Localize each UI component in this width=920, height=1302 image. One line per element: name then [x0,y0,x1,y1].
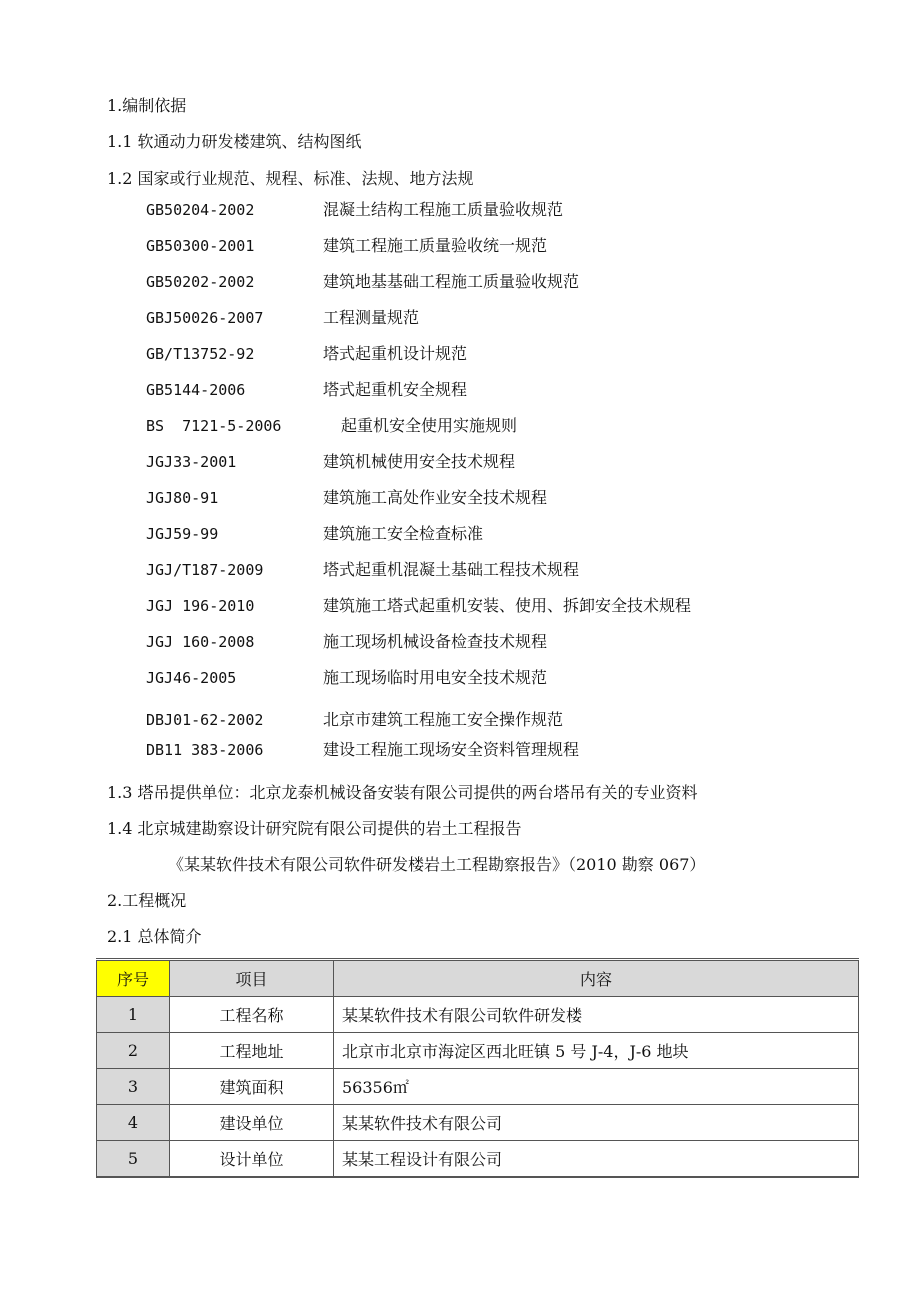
standard-code: GB50204-2002 [146,201,255,219]
row-item: 建筑面积 [170,1069,334,1105]
standard-code: GBJ50026-2007 [146,309,264,327]
standard-title: 施工现场临时用电安全技术规范 [323,668,548,687]
header-item: 项目 [170,960,334,997]
standard-code: JGJ59-99 [146,525,219,543]
standard-code: BS 7121-5-2006 [146,417,282,435]
standard-code: GB50300-2001 [146,237,255,255]
row-item: 工程名称 [170,997,334,1033]
row-content: 56356㎡ [334,1069,859,1105]
standard-code: JGJ/T187-2009 [146,561,264,579]
standard-title: 建筑施工塔式起重机安装、使用、拆卸安全技术规程 [323,596,692,615]
standard-code: JGJ33-2001 [146,453,237,471]
row-no: 1 [97,997,170,1033]
standard-title: 北京市建筑工程施工安全操作规范 [323,710,564,729]
section-2-heading: 2.工程概况 [107,891,187,910]
standard-title: 工程测量规范 [323,308,420,327]
item-1-4: 1.4 北京城建勘察设计研究院有限公司提供的岩土工程报告 [107,819,522,838]
report-title: 《某某软件技术有限公司软件研发楼岩土工程勘察报告》（2010 勘察 067） [168,855,706,874]
item-1-3: 1.3 塔吊提供单位：北京龙泰机械设备安装有限公司提供的两台塔吊有关的专业资料 [107,783,698,802]
table-row [97,997,859,1033]
standard-title: 建筑地基基础工程施工质量验收规范 [323,272,580,291]
standard-title: 建筑工程施工质量验收统一规范 [323,236,548,255]
standard-code: GB50202-2002 [146,273,255,291]
overview-table [96,958,859,1178]
standard-title: 建筑施工安全检查标准 [323,524,484,543]
header-content: 内容 [334,960,859,997]
standard-code: GB/T13752-92 [146,345,255,363]
standard-title: 塔式起重机混凝土基础工程技术规程 [323,560,580,579]
row-content: 某某软件技术有限公司 [334,1105,859,1141]
row-item: 工程地址 [170,1033,334,1069]
standard-code: DBJ01-62-2002 [146,711,264,729]
standard-code: JGJ46-2005 [146,669,237,687]
standard-code: JGJ 160-2008 [146,633,255,651]
row-content: 某某软件技术有限公司软件研发楼 [334,997,859,1033]
row-no: 5 [97,1141,170,1178]
standard-title: 塔式起重机设计规范 [323,344,468,363]
table-row [97,1105,859,1141]
standard-code: JGJ80-91 [146,489,219,507]
standard-title: 建筑施工高处作业安全技术规程 [323,488,548,507]
table-row [97,1069,859,1105]
standard-title: 混凝土结构工程施工质量验收规范 [323,200,564,219]
table-row [97,1033,859,1069]
standard-title: 施工现场机械设备检查技术规程 [323,632,548,651]
table-row [97,1141,859,1178]
row-no: 4 [97,1105,170,1141]
item-1-2: 1.2 国家或行业规范、规程、标准、法规、地方法规 [107,169,474,188]
standard-title: 起重机安全使用实施规则 [341,416,518,435]
standard-code: GB5144-2006 [146,381,246,399]
row-item: 建设单位 [170,1105,334,1141]
standard-title: 建设工程施工现场安全资料管理规程 [323,740,580,759]
row-content: 北京市北京市海淀区西北旺镇 5 号 J-4，J-6 地块 [334,1033,859,1069]
row-content: 某某工程设计有限公司 [334,1141,859,1178]
standard-title: 塔式起重机安全规程 [323,380,468,399]
item-1-1: 1.1 软通动力研发楼建筑、结构图纸 [107,132,362,151]
section-1-heading: 1.编制依据 [107,96,187,115]
row-no: 2 [97,1033,170,1069]
row-no: 3 [97,1069,170,1105]
row-item: 设计单位 [170,1141,334,1178]
header-no: 序号 [97,960,170,997]
item-2-1: 2.1 总体简介 [107,927,202,946]
standard-title: 建筑机械使用安全技术规程 [323,452,516,471]
standard-code: JGJ 196-2010 [146,597,255,615]
standard-code: DB11 383-2006 [146,741,264,759]
table-header-row [97,960,859,997]
